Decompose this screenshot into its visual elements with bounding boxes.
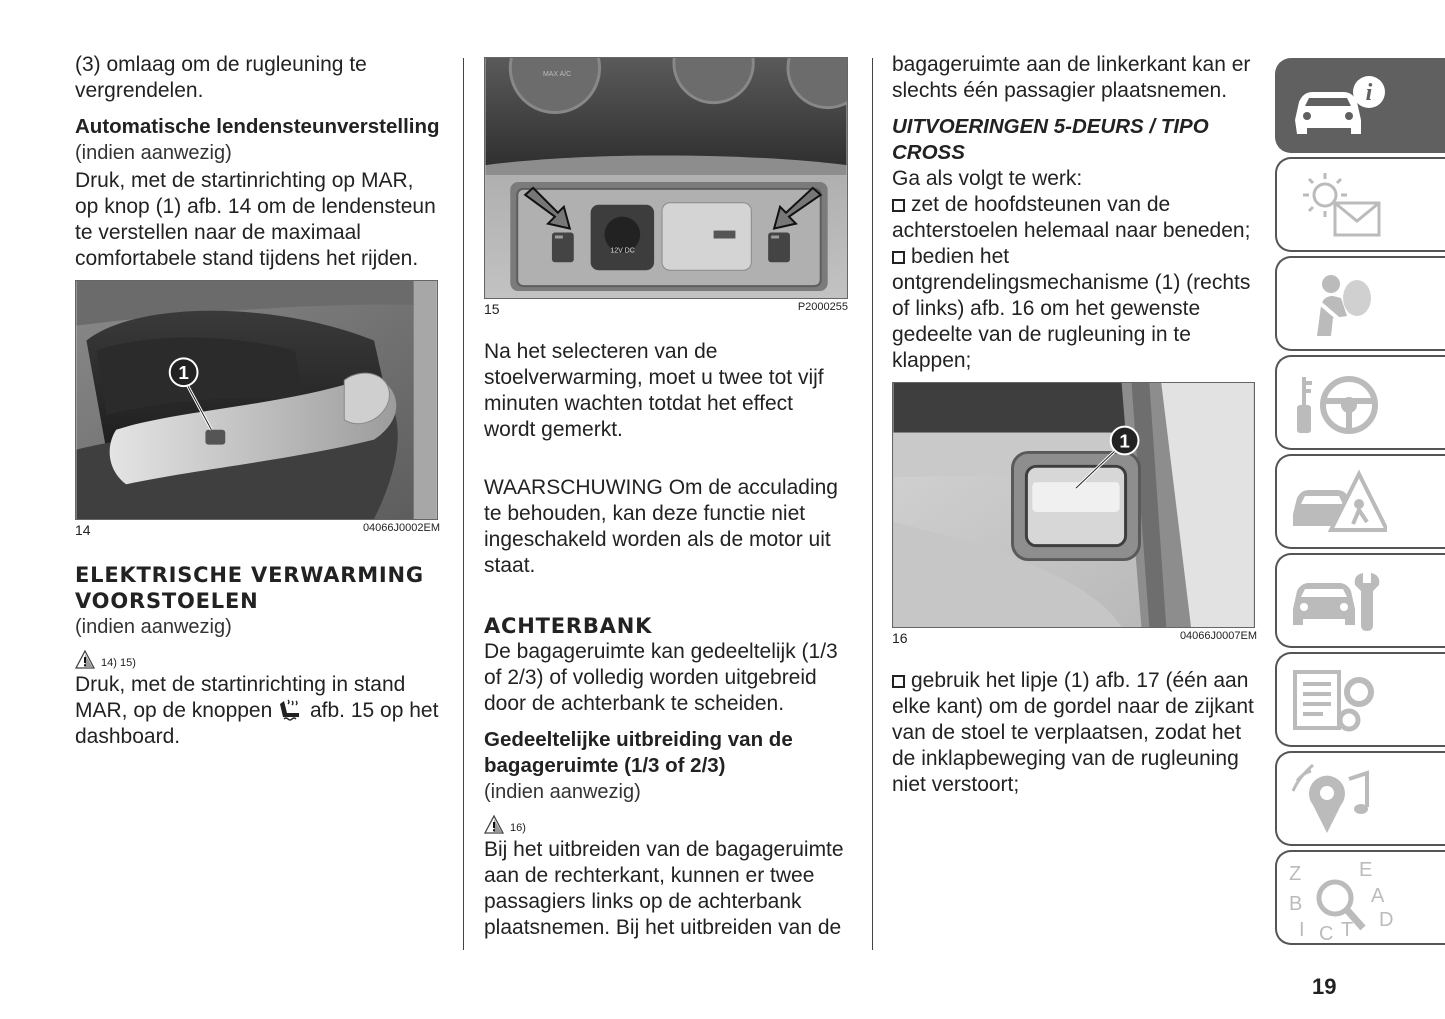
seat-heater-icon <box>278 698 304 722</box>
tab-maintenance[interactable] <box>1275 553 1445 648</box>
paragraph: Ga als volgt te werk: <box>892 167 1083 190</box>
car-info-icon <box>1287 68 1387 144</box>
paragraph <box>75 672 440 750</box>
panel-label: MAX A/C <box>543 70 572 78</box>
tab-emergency[interactable] <box>1275 454 1445 549</box>
tab-warning-lights[interactable] <box>1275 157 1445 252</box>
availability-note: (indien aanwezig) <box>484 781 641 803</box>
tab-index[interactable] <box>1275 850 1445 945</box>
tab-multimedia[interactable] <box>1275 751 1445 846</box>
paragraph: Druk, met de startinrichting op MAR, op knop (1) afb. 14 om de lendensteun te verstellen naar de maximaal comfortabele stand tijdens het rijden. <box>75 169 436 270</box>
column-1 <box>75 52 440 750</box>
bullet-item <box>892 244 1257 374</box>
tab-start-driving[interactable] <box>1275 355 1445 450</box>
bullet-square <box>892 199 905 212</box>
paragraph: Na het selecteren van de stoelverwarming, moet u twee tot vijf minuten wachten totdat het effect wordt gemerkt. <box>484 340 824 441</box>
figure-code: P2000255 <box>797 301 848 313</box>
key-steering-wheel-icon <box>1287 365 1387 441</box>
index-letter: I <box>1299 919 1305 941</box>
multimedia-icon <box>1287 761 1387 837</box>
bullet-text: bedien het ontgrendelingsmechanisme (1) (rechts of links) afb. 16 om het gewenste gedeelte van de rugleuning in te klappen; <box>892 245 1251 372</box>
safety-airbag-icon <box>1287 266 1387 342</box>
figure-14 <box>75 280 440 538</box>
index-letter: E <box>1359 860 1373 881</box>
car-maintenance-icon <box>1287 563 1387 639</box>
warning-paragraph: WAARSCHUWING Om de acculading te behouden, kan deze functie niet ingeschakeld worden als de motor uit staat. <box>484 476 838 577</box>
emergency-icon <box>1287 464 1387 540</box>
callout-1: 1 <box>178 362 189 384</box>
index-icon <box>1287 860 1397 945</box>
page-number: 19 <box>1312 974 1337 999</box>
figure-16 <box>892 382 1257 646</box>
paragraph: Bij het uitbreiden van de bagageruimte aan de rechterkant, kunnen er twee passagiers links op de achterbank plaatsnemen. Bij het uitbreiden van de <box>484 838 844 939</box>
figure-caption <box>892 630 1257 646</box>
seat-release-photo <box>892 382 1255 628</box>
warning-lights-message-icon <box>1287 167 1387 243</box>
subheading-lumbar: Automatische lendensteunverstelling <box>75 115 440 138</box>
index-letter: A <box>1371 885 1385 907</box>
technical-data-icon <box>1287 662 1387 738</box>
bullet-item <box>892 668 1257 798</box>
figure-number: 16 <box>892 630 908 646</box>
bullet-item <box>892 192 1257 244</box>
figure-caption <box>484 301 848 317</box>
bullet-text: gebruik het lipje (1) afb. 17 (één aan elke kant) om de gordel naar de zijkant van de stoel te verplaatsen, zodat het de inklapbeweging van de rugleuning niet verstoort; <box>892 669 1254 796</box>
warning-triangle-icon <box>75 650 95 670</box>
bullet-text: zet de hoofdsteunen van de achterstoelen helemaal naar beneden; <box>892 193 1251 242</box>
figure-15 <box>484 57 848 317</box>
warning-note-refs: 14) 15) <box>101 657 136 669</box>
warning-reference <box>484 805 848 835</box>
svg-text:i: i <box>1365 80 1373 106</box>
section-heading-rear-seat: ACHTERBANK <box>484 614 653 638</box>
figure-caption <box>75 522 440 538</box>
subheading-partial-extension: Gedeeltelijke uitbreiding van de bagageruimte (1/3 of 2/3) <box>484 728 793 777</box>
index-letter: C <box>1319 923 1334 945</box>
index-letter: Z <box>1289 863 1302 885</box>
figure-number: 15 <box>484 301 500 317</box>
warning-triangle-icon <box>484 815 504 835</box>
bullet-square <box>892 251 905 264</box>
index-letter: B <box>1289 893 1303 915</box>
callout-1: 1 <box>1119 430 1130 452</box>
subheading-5-door: UITVOERINGEN 5-DEURS / TIPO CROSS <box>892 115 1209 164</box>
paragraph: De bagageruimte kan gedeeltelijk (1/3 of 2/3) of volledig worden uitgebreid door de achterbank te scheiden. <box>484 640 838 715</box>
paragraph: (3) omlaag om de rugleuning te vergrendelen. <box>75 53 367 102</box>
figure-code: 04066J0007EM <box>1179 630 1257 642</box>
availability-note: (indien aanwezig) <box>75 142 232 164</box>
text-span: afb. 15 op het dashboard. <box>75 699 439 748</box>
column-divider-1 <box>463 58 464 950</box>
section-heading-seat-heating: ELEKTRISCHE VERWARMING VOORSTOELEN <box>75 563 424 613</box>
tab-safety[interactable] <box>1275 256 1445 351</box>
column-3 <box>892 52 1257 798</box>
paragraph: bagageruimte aan de linkerkant kan er slechts één passagier plaatsnemen. <box>892 53 1251 102</box>
availability-note: (indien aanwezig) <box>75 616 232 638</box>
socket-label: 12V DC <box>610 247 635 255</box>
dashboard-heater-buttons-photo <box>484 57 848 299</box>
tab-technical-data[interactable] <box>1275 652 1445 747</box>
column-divider-2 <box>872 58 873 950</box>
column-2 <box>484 52 848 941</box>
figure-number: 14 <box>75 522 91 538</box>
tab-car-info[interactable] <box>1275 58 1445 153</box>
bullet-square <box>892 675 905 688</box>
warning-reference <box>75 640 440 670</box>
text-span: Druk, met de startinrichting in stand MAR, op de knoppen <box>75 673 406 722</box>
figure-code: 04066J0002EM <box>362 522 440 534</box>
warning-note-refs: 16) <box>510 822 526 834</box>
index-letter: D <box>1379 909 1394 931</box>
index-letter: T <box>1341 919 1354 941</box>
seat-lumbar-photo <box>75 280 438 520</box>
